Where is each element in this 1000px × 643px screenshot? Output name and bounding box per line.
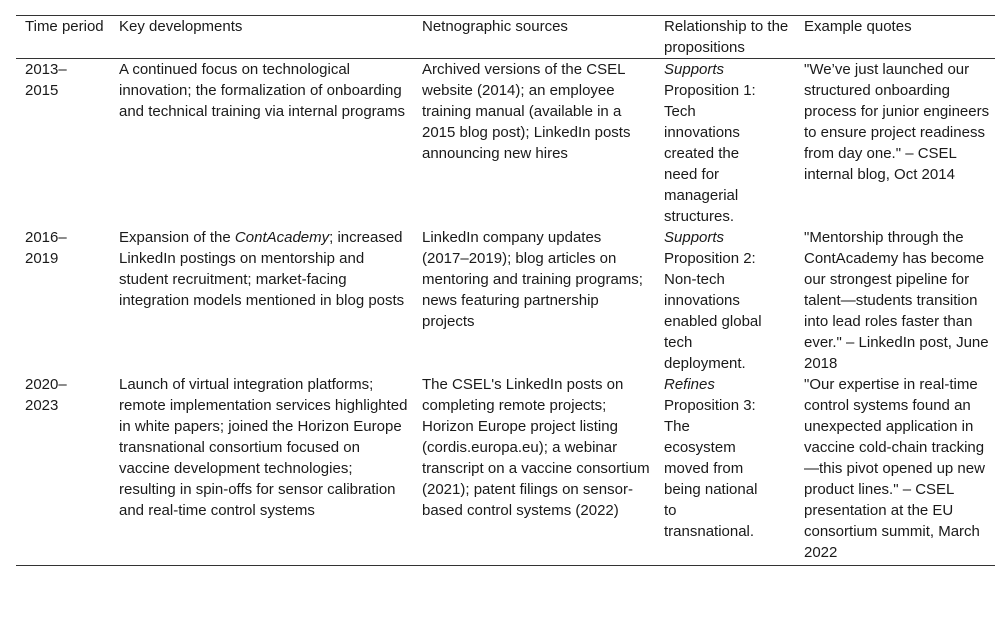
table-row — [16, 374, 995, 566]
table-row — [16, 227, 995, 374]
relationship-type: Supports — [664, 61, 725, 78]
cell-example-quote: "We’ve just launched our structured onboarding process for junior engineers to ensure project readiness from day one." – CSEL internal blog, Oct 2014 — [804, 61, 990, 183]
header-relationship: Relationship to the propositions — [664, 16, 804, 59]
cell-netnographic-sources: LinkedIn company updates (2017–2019); blog articles on mentoring and training programs; news featuring partnership projects — [422, 229, 643, 330]
header-key-developments: Key developments — [119, 16, 422, 59]
header-example-quotes: Example quotes — [804, 16, 995, 59]
cell-time-period: 2013–2015 — [25, 61, 67, 99]
cell-netnographic-sources: Archived versions of the CSEL website (2014); an employee training manual (available in a 2015 blog post); LinkedIn posts announcing new hires — [422, 61, 631, 162]
cell-netnographic-sources: The CSEL's LinkedIn posts on completing remote projects; Horizon Europe project listing (cordis.europa.eu); a webinar transcript on a vaccine consortium (2021); patent filings on sensor-based control systems (2022) — [422, 374, 664, 566]
cell-example-quote: "Mentorship through the ContAcademy has become our strongest pipeline for talent—students transition into lead roles faster than ever." – LinkedIn post, June 2018 — [804, 229, 989, 372]
relationship-type: Supports — [664, 229, 725, 246]
table-header-row — [16, 16, 995, 59]
cell-relationship: Supports Proposition 2: Non-tech innovations enabled global tech deployment. — [664, 229, 762, 372]
header-time-period: Time period — [16, 16, 119, 59]
cell-key-developments: Launch of virtual integration platforms; remote implementation services highlighted in white papers; joined the Horizon Europe transnational consortium focused on vaccine development technologies; resulting in spin-offs for sensor calibration and real-time control systems — [119, 374, 422, 566]
relationship-type: Refines — [664, 376, 715, 393]
cell-time-period: 2016–2019 — [25, 229, 67, 267]
header-netnographic-sources: Netnographic sources — [422, 16, 664, 59]
cell-relationship: Supports Proposition 1: Tech innovations created the need for managerial structures. — [664, 61, 756, 225]
cell-key-developments: Expansion of the ContAcademy; increased LinkedIn postings on mentorship and student recruitment; market-facing integration models mentioned in blog posts — [119, 229, 405, 309]
table-row — [16, 59, 995, 228]
cell-relationship: Refines Proposition 3: The ecosystem moved from being national to transnational. — [664, 374, 804, 566]
cell-time-period: 2020–2023 — [16, 374, 119, 566]
cell-example-quote: "Our expertise in real-time control systems found an unexpected application in vaccine cold-chain tracking—this pivot opened up new product lines." – CSEL presentation at the EU consortium summit, March 2022 — [804, 374, 995, 566]
data-table — [16, 15, 995, 566]
cell-key-developments: A continued focus on technological innovation; the formalization of onboarding and technical training via internal programs — [119, 61, 405, 120]
